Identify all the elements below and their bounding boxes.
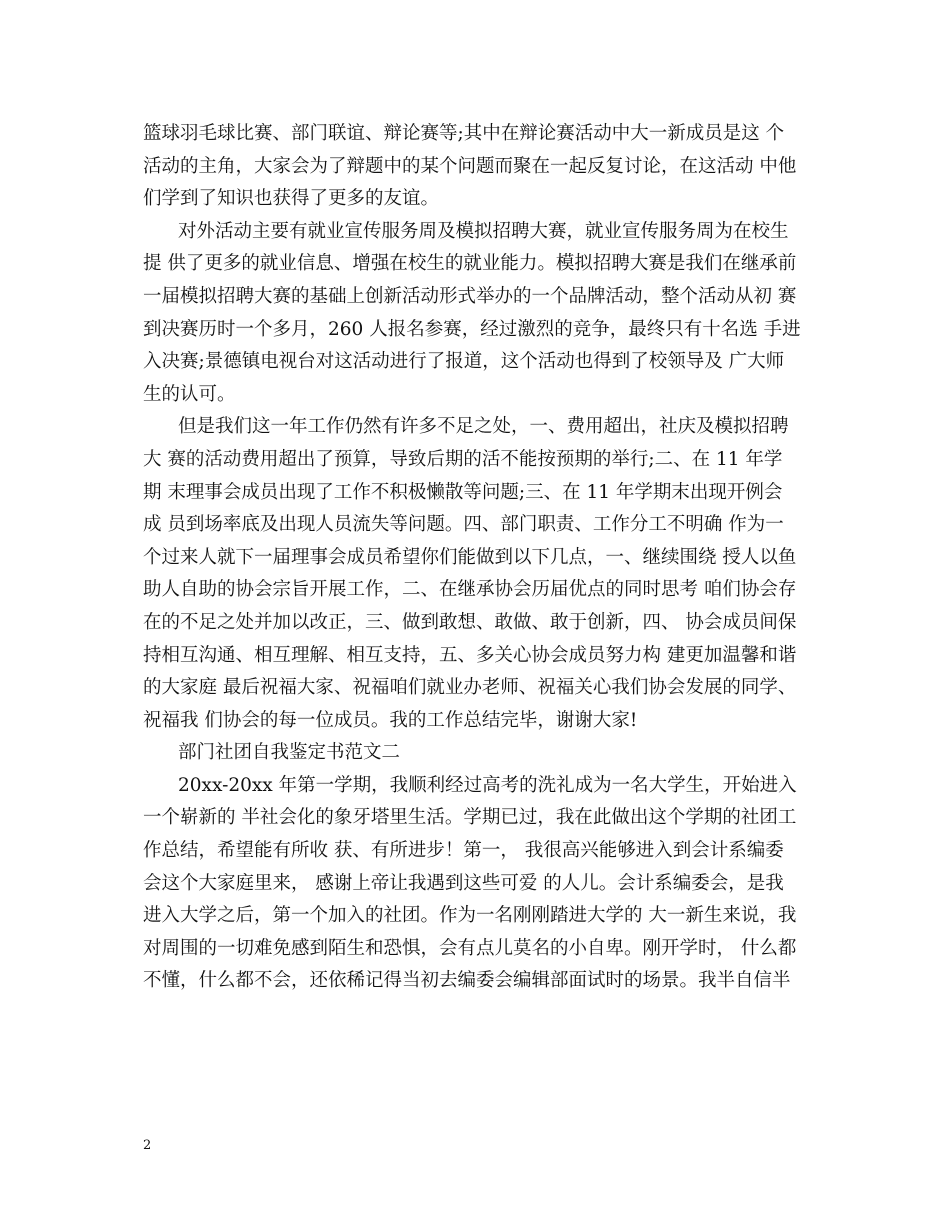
text-line: 生的认可。	[143, 383, 236, 405]
text-line: 助人自助的协会宗旨开展工作，二、在继承协会历届优点的同时思考 咱们协会存	[143, 579, 797, 601]
text-line: 对周围的一切难免感到陌生和恐惧，会有点儿莫名的小自卑。刚开学时， 什么都	[143, 937, 797, 959]
text-line: 在的不足之处并加以改正，三、做到敢想、敢做、敢于创新，四、 协会成员间保	[143, 611, 797, 633]
text-line: 个过来人就下一届理事会成员希望你们能做到以下几点，一、继续围绕 授人以鱼	[143, 546, 797, 568]
text-line: 祝福我 们协会的每一位成员。我的工作总结完毕，谢谢大家!	[143, 709, 638, 731]
text-line: 一个崭新的 半社会化的象牙塔里生活。学期已过，我在此做出这个学期的社团工	[143, 807, 797, 829]
text-line: 到决赛历时一个多月，260 人报名参赛，经过激烈的竞争，最终只有十名选 手进	[143, 318, 801, 340]
text-line: 提 供了更多的就业信息、增强在校生的就业能力。模拟招聘大赛是我们在继承前	[143, 253, 797, 275]
text-line: 期 末理事会成员出现了工作不积极懒散等问题;三、在 11 年学期末出现开例会	[143, 481, 783, 503]
text-line: 大 赛的活动费用超出了预算，导致后期的活不能按预期的举行;二、在 11 年学	[143, 448, 783, 470]
text-line: 作总结，希望能有所收 获、有所进步！第一， 我很高兴能够进入到会计系编委	[143, 840, 784, 862]
paragraph-start-line: 对外活动主要有就业宣传服务周及模拟招聘大赛，就业宣传服务周为在校生	[178, 220, 789, 242]
section-heading: 部门社团自我鉴定书范文二	[178, 742, 401, 764]
paragraph-start-line: 但是我们这一年工作仍然有许多不足之处，一、费用超出，社庆及模拟招聘	[178, 416, 789, 438]
text-line: 成 员到场率底及出现人员流失等问题。四、部门职责、工作分工不明确 作为一	[143, 514, 784, 536]
text-line: 不懂，什么都不会，还依稀记得当初去编委会编辑部面试时的场景。我半自信半	[143, 970, 791, 992]
page-number: 2	[143, 1138, 152, 1153]
text-line: 活动的主角，大家会为了辩题中的某个问题而聚在一起反复讨论，在这活动 中他	[143, 155, 797, 177]
body-text	[143, 118, 809, 998]
text-line: 们学到了知识也获得了更多的友谊。	[143, 188, 440, 210]
text-line: 持相互沟通、相互理解、相互支持，五、多关心协会成员努力构 建更加温馨和谐	[143, 644, 797, 666]
text-line: 的大家庭 最后祝福大家、祝福咱们就业办老师、祝福关心我们协会发展的同学、	[143, 677, 797, 699]
text-line: 入决赛;景德镇电视台对这活动进行了报道，这个活动也得到了校领导及 广大师	[143, 351, 785, 373]
text-line: 篮球羽毛球比赛、部门联谊、辩论赛等;其中在辩论赛活动中大一新成员是这 个	[143, 123, 785, 144]
text-line: 进入大学之后，第一个加入的社团。作为一名刚刚踏进大学的 大一新生来说，我	[143, 905, 797, 927]
paragraph-start-line: 20xx-20xx 年第一学期，我顺利经过高考的洗礼成为一名大学生，开始进入	[178, 774, 797, 796]
text-line: 一届模拟招聘大赛的基础上创新活动形式举办的一个品牌活动，整个活动从初 赛	[143, 285, 797, 307]
text-line: 会这个大家庭里来， 感谢上帝让我遇到这些可爱 的人儿。会计系编委会，是我	[143, 872, 784, 894]
